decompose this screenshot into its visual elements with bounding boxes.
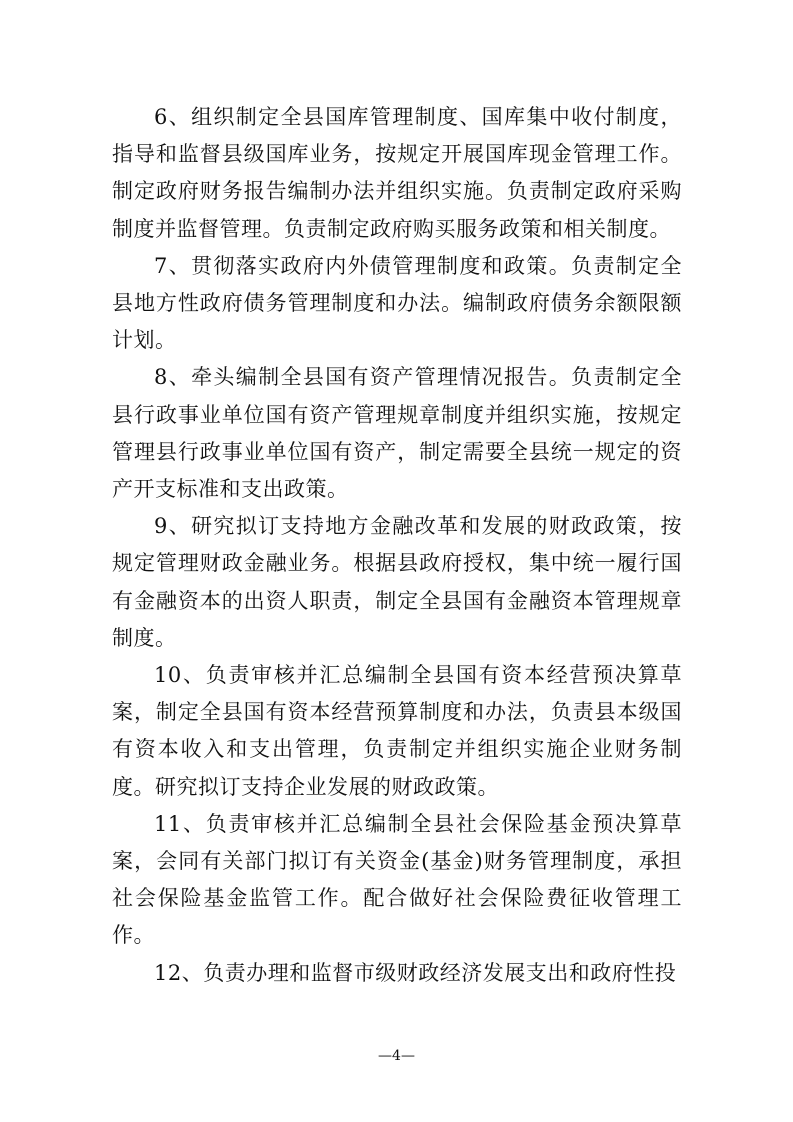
page-number: —4— (378, 1048, 415, 1064)
paragraph-11: 11、负责审核并汇总编制全县社会保险基金预决算草案，会同有关部门拟订有关资金(基金)财务管理制度，承担社会保险基金监管工作。配合做好社会保险费征收管理工作。 (112, 811, 682, 948)
body-text (112, 99, 682, 992)
paragraph-9: 9、研究拟订支持地方金融改革和发展的财政政策，按规定管理财政金融业务。根据县政府授权，集中统一履行国有金融资本的出资人职责，制定全县国有金融资本管理规章制度。 (112, 514, 682, 650)
paragraph-6: 6、组织制定全县国库管理制度、国库集中收付制度，指导和监督县级国库业务，按规定开展国库现金管理工作。制定政府财务报告编制办法并组织实施。负责制定政府采购制度并监督管理。负责制定政府购买服务政策和相关制度。 (112, 105, 682, 241)
paragraph-12: 12、负责办理和监督市级财政经济发展支出和政府性投 (154, 960, 677, 985)
paragraph-7: 7、贯彻落实政府内外债管理制度和政策。负责制定全县地方性政府债务管理制度和办法。编制政府债务余额限额计划。 (112, 253, 682, 353)
paragraph-10: 10、负责审核并汇总编制全县国有资本经营预决算草案，制定全县国有资本经营预算制度和办法，负责县本级国有资本收入和支出管理，负责制定并组织实施企业财务制度。研究拟订支持企业发展的财政政策。 (112, 663, 682, 799)
paragraph-8: 8、牵头编制全县国有资产管理情况报告。负责制定全县行政事业单位国有资产管理规章制度并组织实施，按规定管理县行政事业单位国有资产，制定需要全县统一规定的资产开支标准和支出政策。 (112, 365, 682, 502)
